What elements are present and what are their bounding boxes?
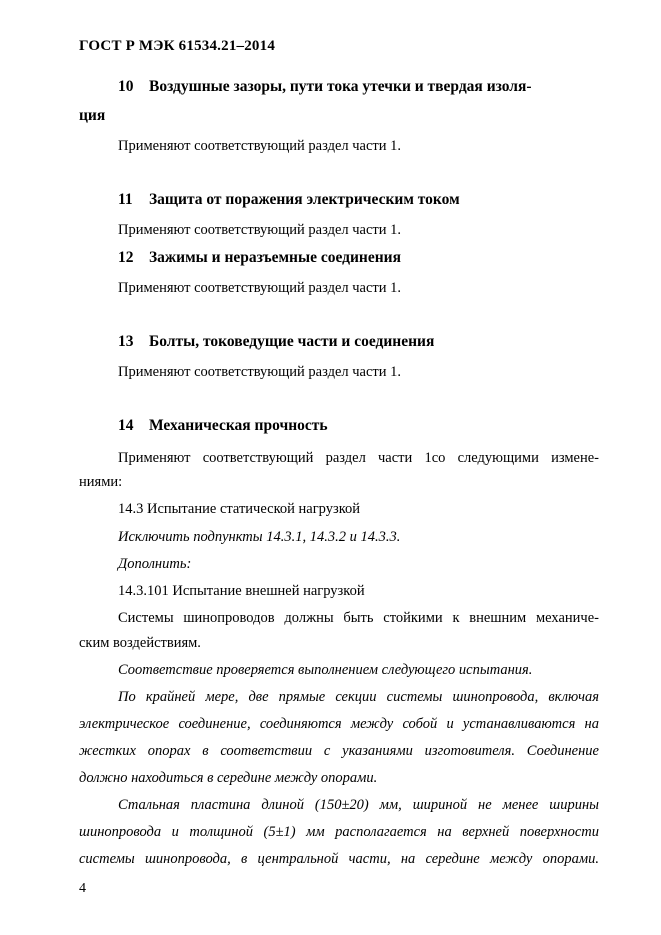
compliance-check: Соответствие проверяется выполнением следующего испытания.: [118, 662, 533, 678]
test-para1-line4: должно находиться в середине между опорами.: [79, 770, 378, 786]
section-14-intro-line2: ниями:: [79, 474, 123, 490]
section-14-title: Механическая прочность: [149, 417, 328, 434]
section-11-number: 11: [118, 191, 133, 208]
section-12-heading: [118, 249, 401, 267]
section-14-number: 14: [118, 417, 134, 434]
page-number: 4: [79, 881, 86, 896]
test-para2-line3: системы шинопровода, в центральной части, на середине между опорами.: [79, 851, 599, 867]
section-11-heading: [118, 191, 460, 209]
section-13-title: Болты, токоведущие части и соединения: [149, 333, 435, 350]
test-para2-line1: Стальная пластина длиной (150±20) мм, шириной не менее ширины: [118, 797, 599, 813]
exclude-instruction: Исключить подпункты 14.3.1, 14.3.2 и 14.3.3.: [118, 529, 401, 545]
section-10-number: 10: [118, 78, 134, 95]
section-10-title-line1: Воздушные зазоры, пути тока утечки и твердая изоля-: [149, 78, 532, 95]
test-para1-line2: электрическое соединение, соединяются между собой и устанавливаются на: [79, 716, 599, 732]
section-10-title-line2: ция: [79, 107, 106, 124]
section-11-text: Применяют соответствующий раздел части 1.: [118, 222, 402, 238]
section-14-heading: [118, 417, 328, 435]
section-11-title: Защита от поражения электрическим током: [149, 191, 460, 208]
section-13-number: 13: [118, 333, 134, 350]
section-10-text: Применяют соответствующий раздел части 1.: [118, 138, 402, 154]
requirement-line2: ским воздействиям.: [79, 635, 201, 651]
test-para1-line3: жестких опорах в соответствии с указаниями изготовителя. Соединение: [79, 743, 599, 759]
test-para2-line2: шинопровода и толщиной (5±1) мм располагается на верхней поверхности: [79, 824, 599, 840]
supplement-instruction: Дополнить:: [118, 556, 192, 572]
document-header: ГОСТ Р МЭК 61534.21–2014: [79, 38, 276, 54]
subsection-14-3-101-heading: 14.3.101 Испытание внешней нагрузкой: [118, 583, 365, 599]
section-14-intro-line1: Применяют соответствующий раздел части 1со следующими измене-: [118, 450, 599, 466]
section-12-text: Применяют соответствующий раздел части 1.: [118, 280, 402, 296]
section-10-heading: [118, 78, 532, 96]
section-13-text: Применяют соответствующий раздел части 1.: [118, 364, 402, 380]
section-13-heading: [118, 333, 434, 351]
section-12-title: Зажимы и неразъемные соединения: [149, 249, 401, 266]
section-12-number: 12: [118, 249, 134, 266]
subsection-14-3-heading: 14.3 Испытание статической нагрузкой: [118, 501, 361, 517]
requirement-line1: Системы шинопроводов должны быть стойкими к внешним механиче-: [118, 610, 599, 626]
test-para1-line1: По крайней мере, две прямые секции системы шинопровода, включая: [118, 689, 599, 705]
